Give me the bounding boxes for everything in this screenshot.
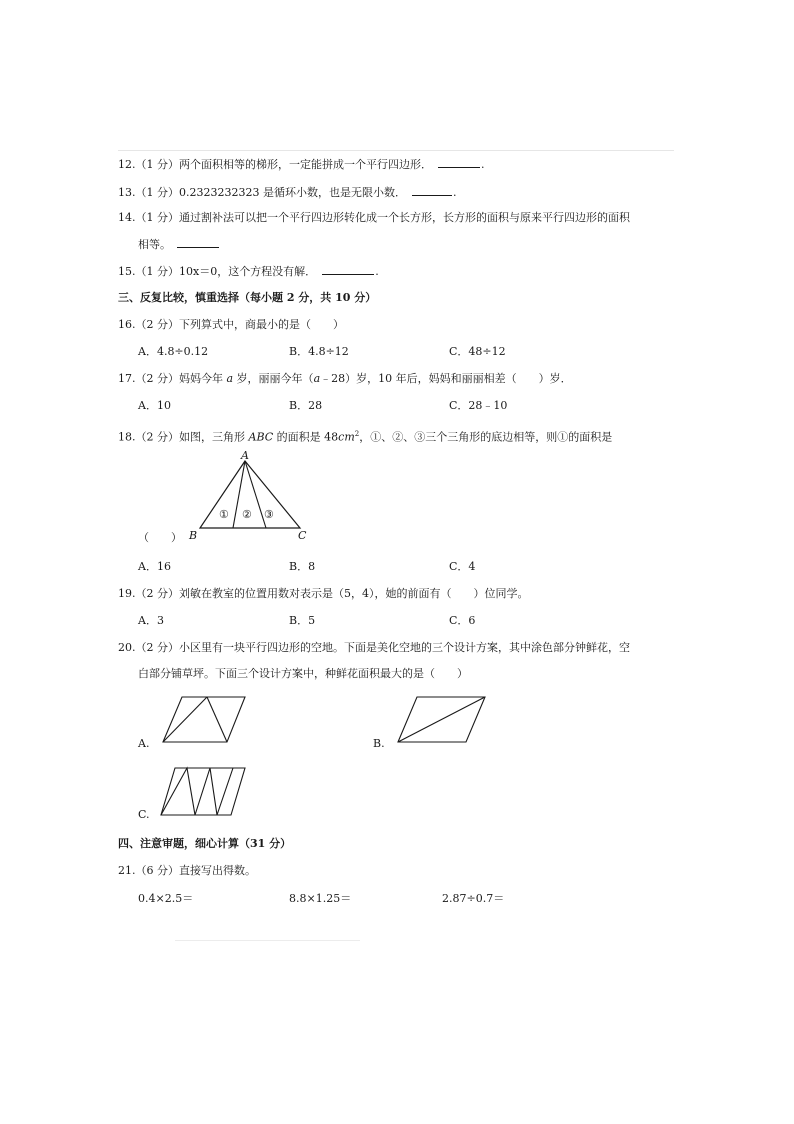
- question-13-end: .: [452, 186, 457, 199]
- q19-option-c[interactable]: C．6: [449, 614, 476, 627]
- vertex-b-label: B: [189, 529, 198, 542]
- region-1-label: ①: [219, 508, 229, 521]
- q20-option-c-figure[interactable]: [155, 765, 250, 817]
- q17-option-c[interactable]: C．28﹣10: [449, 399, 508, 412]
- section-4-heading: 四、注意审题，细心计算（31 分）: [118, 837, 292, 850]
- q20-option-a-figure[interactable]: [155, 694, 250, 746]
- question-13: [118, 185, 456, 200]
- question-12-text: 12.（1 分）两个面积相等的梯形，一定能拼成一个平行四边形．: [118, 158, 432, 171]
- q21-item-1: 0.4×2.5＝: [138, 892, 194, 905]
- triangle-figure: [180, 450, 320, 542]
- question-13-text: 13.（1 分）0.2323232323 是循环小数，也是无限小数．: [118, 186, 406, 199]
- q16-option-b[interactable]: B．4.8÷12: [289, 345, 349, 358]
- q16-option-a[interactable]: A．4.8÷0.12: [138, 345, 209, 358]
- q17-text-c: ﹣28）岁，10 年后，妈妈和丽丽相差（ ）岁．: [320, 372, 572, 385]
- answer-blank-15[interactable]: [322, 264, 374, 275]
- q18-unit: cm: [338, 430, 355, 444]
- q18-text-b: 的面积是 48: [276, 430, 339, 444]
- answer-blank-12[interactable]: [438, 157, 480, 168]
- vertex-a-label: A: [241, 449, 249, 462]
- q18-unit-sup: 2: [354, 430, 360, 438]
- question-18: [118, 427, 612, 445]
- question-12-end: .: [481, 158, 485, 171]
- top-rule: [118, 150, 674, 151]
- q16-option-c[interactable]: C．48÷12: [449, 345, 506, 358]
- question-15: [118, 264, 379, 279]
- question-14-line2: [138, 237, 219, 252]
- q18-text-a: 18.（2 分）如图，三角形: [118, 430, 245, 444]
- q18-answer-paren[interactable]: （ ）: [138, 531, 182, 544]
- q21-item-2: 8.8×1.25＝: [289, 892, 352, 905]
- q18-option-c[interactable]: C．4: [449, 560, 476, 573]
- vertex-c-label: C: [298, 529, 307, 542]
- q18-var-abc: ABC: [248, 430, 274, 444]
- q17-text-b: 岁，丽丽今年（: [236, 372, 314, 385]
- q19-option-b[interactable]: B．5: [289, 614, 316, 627]
- answer-blank-14[interactable]: [177, 237, 219, 248]
- question-16: 16.（2 分）下列算式中，商最小的是（ ）: [118, 318, 344, 331]
- question-21: 21.（6 分）直接写出得数。: [118, 864, 256, 877]
- question-20-line2: 白部分铺草坪。下面三个设计方案中，种鲜花面积最大的是（ ）: [138, 667, 468, 680]
- q20-option-b-label[interactable]: B.: [373, 737, 385, 750]
- question-17: [118, 372, 572, 386]
- region-3-label: ③: [264, 508, 274, 521]
- q20-option-a-label[interactable]: A.: [138, 737, 150, 750]
- q18-option-b[interactable]: B．8: [289, 560, 316, 573]
- q17-option-a[interactable]: A．10: [138, 399, 171, 412]
- question-14-line1: 14.（1 分）通过割补法可以把一个平行四边形转化成一个长方形，长方形的面积与原来平行四边形的面积: [118, 211, 630, 224]
- section-3-heading: 三、反复比较，慎重选择（每小题 2 分，共 10 分）: [118, 291, 377, 304]
- q21-item-3: 2.87÷0.7＝: [442, 892, 505, 905]
- q17-var-b: a: [313, 372, 321, 385]
- q17-text-a: 17.（2 分）妈妈今年: [118, 372, 223, 385]
- q19-option-a[interactable]: A．3: [138, 614, 164, 627]
- question-15-end: .: [375, 265, 379, 278]
- region-2-label: ②: [242, 508, 252, 521]
- q17-var-a: a: [226, 372, 234, 385]
- question-14-line2-text: 相等。: [138, 238, 171, 251]
- q17-option-b[interactable]: B．28: [289, 399, 323, 412]
- question-15-text: 15.（1 分）10x＝0，这个方程没有解．: [118, 265, 317, 278]
- question-12: [118, 157, 485, 172]
- question-20-line1: 20.（2 分）小区里有一块平行四边形的空地。下面是美化空地的三个设计方案，其中涂色部分钟鲜花，空: [118, 641, 630, 654]
- bottom-rule: [175, 940, 360, 941]
- q18-option-a[interactable]: A．16: [138, 560, 171, 573]
- q20-option-b-figure[interactable]: [393, 694, 488, 746]
- q18-text-c: ，①、②、③三个三角形的底边相等，则①的面积是: [359, 430, 613, 444]
- answer-blank-13[interactable]: [412, 185, 452, 196]
- q20-option-c-label[interactable]: C.: [138, 808, 150, 821]
- question-19: 19.（2 分）刘敏在教室的位置用数对表示是（5，4），她的前面有（ ）位同学。: [118, 587, 529, 600]
